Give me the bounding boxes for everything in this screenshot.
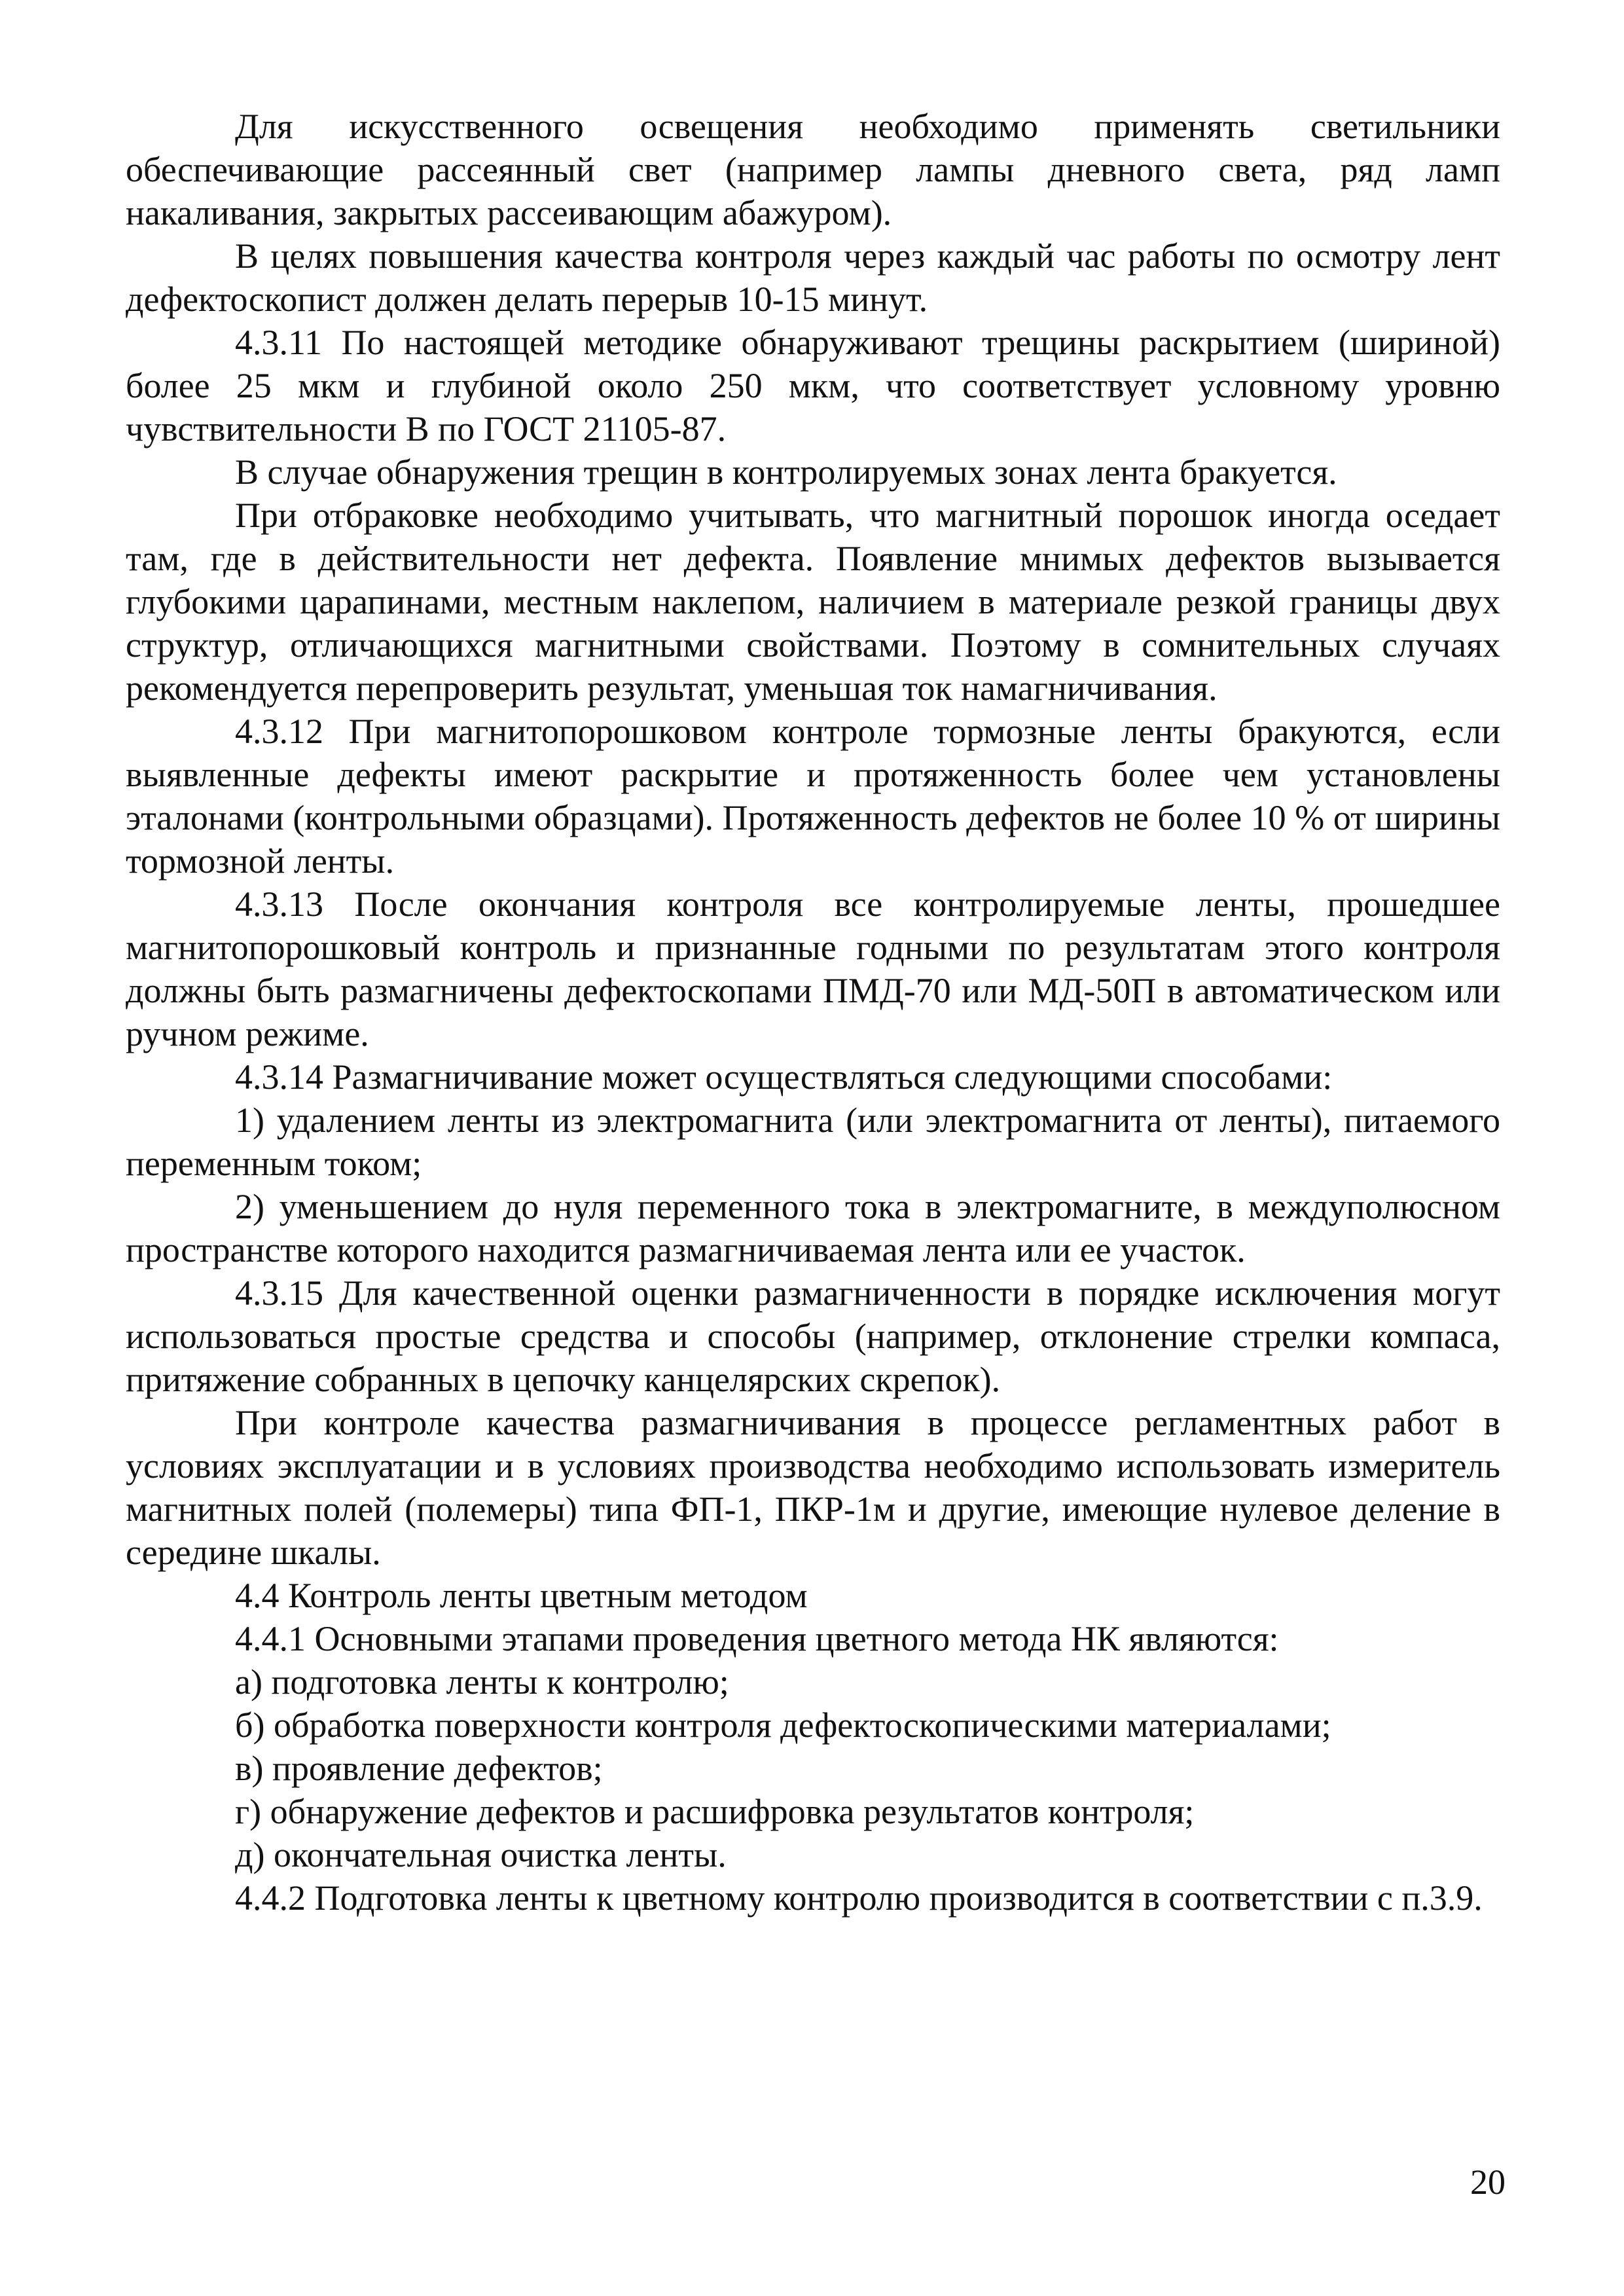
paragraph-false-defects: При отбраковке необходимо учитывать, что магнитный порошок иногда оседает там, где в действительности нет дефекта. Появление мнимых дефектов вызывается глубокими царапинами, местным наклепом, наличием в материале резкой границы двух структур, отличающихся магнитными свойствами. Поэтому в сомнительных случаях рекомендуется перепроверить результат, уменьшая ток намагничивания.	[126, 496, 1500, 708]
list-item-stage-a: а) подготовка ленты к контролю;	[235, 1662, 729, 1702]
paragraph-4-3-12: 4.3.12 При магнитопорошковом контроле тормозные ленты бракуются, если выявленные дефекты имеют раскрытие и протяженность более чем установлены эталонами (контрольными образцами). Протяженность дефектов не более 10 % от ширины тормозной ленты.	[126, 712, 1500, 881]
section-heading-4-4: 4.4 Контроль ленты цветным методом	[235, 1576, 808, 1615]
paragraph-lighting: Для искусственного освещения необходимо применять светильники обеспечивающие рассеянный свет (например лампы дневного света, ряд ламп накаливания, закрытых рассеивающим абажуром).	[126, 107, 1500, 232]
body-text	[126, 105, 1500, 1920]
paragraph-break-rule: В целях повышения качества контроля через каждый час работы по осмотру лент дефектоскопист должен делать перерыв 10-15 минут.	[126, 236, 1500, 319]
list-item-demag-method-2: 2) уменьшением до нуля переменного тока в электромагните, в междуполюсном пространстве которого находится размагничиваемая лента или ее участок.	[126, 1187, 1500, 1269]
paragraph-field-meters: При контроле качества размагничивания в процессе регламентных работ в условиях эксплуатации и в условиях производства необходимо использовать измеритель магнитных полей (полемеры) типа ФП-1, ПКР-1м и другие, имеющие нулевое деление в середине шкалы.	[126, 1403, 1500, 1572]
page-number: 20	[1470, 2162, 1506, 2202]
paragraph-4-3-15: 4.3.15 Для качественной оценки размагниченности в порядке исключения могут использоваться простые средства и способы (например, отклонение стрелки компаса, притяжение собранных в цепочку канцелярских скрепок).	[126, 1273, 1500, 1399]
list-item-stage-b: б) обработка поверхности контроля дефектоскопическими материалами;	[235, 1705, 1331, 1745]
list-item-demag-method-1: 1) удалением ленты из электромагнита (или электромагнита от ленты), питаемого переменным током;	[126, 1101, 1500, 1183]
paragraph-4-3-13: 4.3.13 После окончания контроля все контролируемые ленты, прошедшее магнитопорошковый контроль и признанные годными по результатам этого контроля должны быть размагничены дефектоскопами ПМД-70 или МД-50П в автоматическом или ручном режиме.	[126, 884, 1500, 1053]
paragraph-4-4-1: 4.4.1 Основными этапами проведения цветного метода НК являются:	[235, 1619, 1279, 1658]
paragraph-4-3-11: 4.3.11 По настоящей методике обнаруживают трещины раскрытием (шириной) более 25 мкм и глубиной около 250 мкм, что соответствует условному уровню чувствительности В по ГОСТ 21105-87.	[126, 323, 1500, 448]
list-item-stage-d: г) обнаружение дефектов и расшифровка результатов контроля;	[235, 1792, 1195, 1831]
paragraph-rejection: В случае обнаружения трещин в контролируемых зонах лента бракуется.	[235, 452, 1337, 492]
list-item-stage-c: в) проявление дефектов;	[235, 1749, 603, 1788]
paragraph-4-3-14: 4.3.14 Размагничивание может осуществляться следующими способами:	[235, 1057, 1333, 1097]
paragraph-4-4-2: 4.4.2 Подготовка ленты к цветному контролю производится в соответствии с п.3.9.	[235, 1878, 1483, 1918]
list-item-stage-e: д) окончательная очистка ленты.	[235, 1835, 727, 1874]
